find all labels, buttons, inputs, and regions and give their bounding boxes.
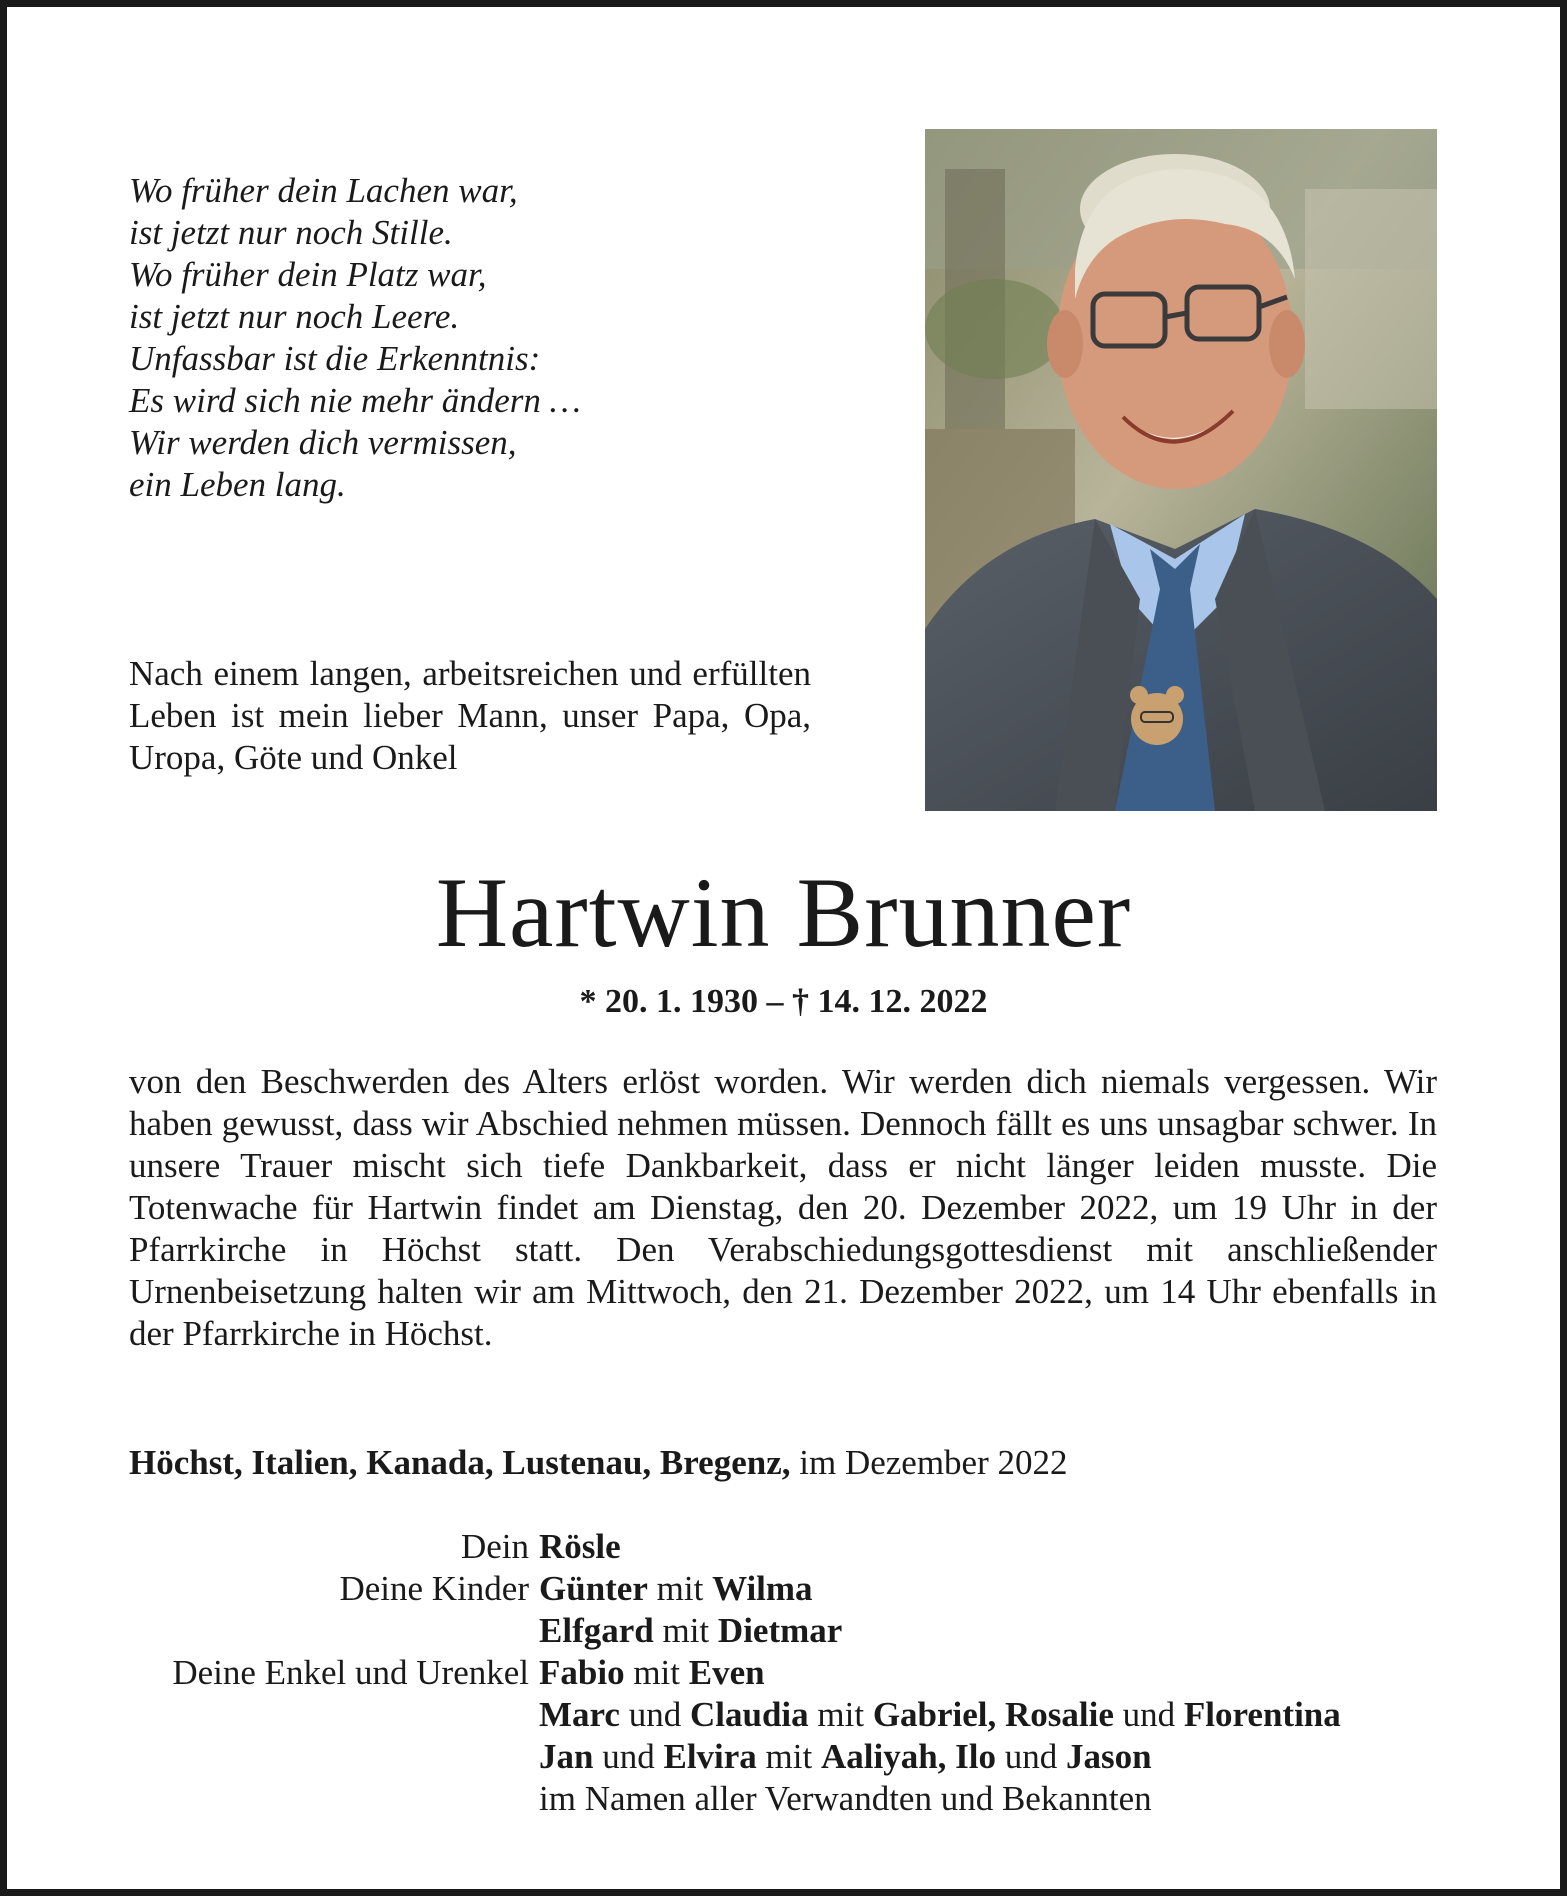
intro-paragraph: Nach einem langen, arbeitsreichen und erfüllten Leben ist mein lieber Mann, unser Papa, Opa, Uropa, Göte und Onkel xyxy=(129,654,811,777)
family-row-names: Jan und Elvira mit Aaliyah, Ilo und Jason xyxy=(539,1737,1152,1776)
poem-line: Es wird sich nie mehr ändern … xyxy=(129,381,581,420)
family-row xyxy=(7,1526,1560,1568)
family-row-names: Günter mit Wilma xyxy=(539,1569,813,1608)
family-row xyxy=(7,1778,1560,1820)
life-dates: * 20. 1. 1930 – † 14. 12. 2022 xyxy=(579,983,988,1020)
family-row xyxy=(7,1610,1560,1652)
poem-line: Wo früher dein Lachen war, xyxy=(129,171,518,210)
family-row-label: Dein xyxy=(460,1527,529,1566)
family-row-names: Rösle xyxy=(539,1527,621,1566)
memorial-poem xyxy=(129,170,689,506)
family-row xyxy=(7,1694,1560,1736)
portrait-photo xyxy=(925,129,1437,811)
place-date: im Dezember 2022 xyxy=(790,1443,1068,1482)
family-row xyxy=(7,1652,1560,1694)
poem-line: ist jetzt nur noch Stille. xyxy=(129,213,453,252)
family-row-names: Marc und Claudia mit Gabriel, Rosalie und Florentina xyxy=(539,1695,1341,1734)
poem-line: Wir werden dich vermissen, xyxy=(129,423,517,462)
family-row-names: Elfgard mit Dietmar xyxy=(539,1611,843,1650)
family-signatures xyxy=(7,1526,1560,1820)
family-row xyxy=(7,1568,1560,1610)
poem-line: ein Leben lang. xyxy=(129,465,346,504)
family-row-names: im Namen aller Verwandten und Bekannten xyxy=(539,1779,1152,1818)
place-and-date xyxy=(129,1442,1437,1484)
family-row xyxy=(7,1736,1560,1778)
family-row-label: Deine Enkel und Urenkel xyxy=(172,1653,529,1692)
family-row-label: Deine Kinder xyxy=(339,1569,529,1608)
poem-line: Wo früher dein Platz war, xyxy=(129,255,487,294)
main-paragraph: von den Beschwerden des Alters erlöst worden. Wir werden dich niemals vergessen. Wir haben gewusst, dass wir Abschied nehmen müssen. Dennoch fällt es uns unsagbar schwer. In unsere Trauer mischt sich tiefe Dankbarkeit, dass er nicht länger leiden musste. Die Totenwache für Hartwin findet am Dienstag, den 20. Dezember 2022, um 19 Uhr in der Pfarrkirche in Höchst statt. Den Verabschiedungsgottesdienst mit anschließender Urnenbeisetzung halten wir am Mittwoch, den 21. Dezember 2022, um 14 Uhr ebenfalls in der Pfarrkirche in Höchst. xyxy=(129,1062,1437,1353)
family-row-names: Fabio mit Even xyxy=(539,1653,765,1692)
place-locations: Höchst, Italien, Kanada, Lustenau, Bregenz, xyxy=(129,1443,791,1482)
poem-line: Unfassbar ist die Erkenntnis: xyxy=(129,339,541,378)
deceased-name: Hartwin Brunner xyxy=(435,857,1132,968)
poem-line: ist jetzt nur noch Leere. xyxy=(129,297,460,336)
